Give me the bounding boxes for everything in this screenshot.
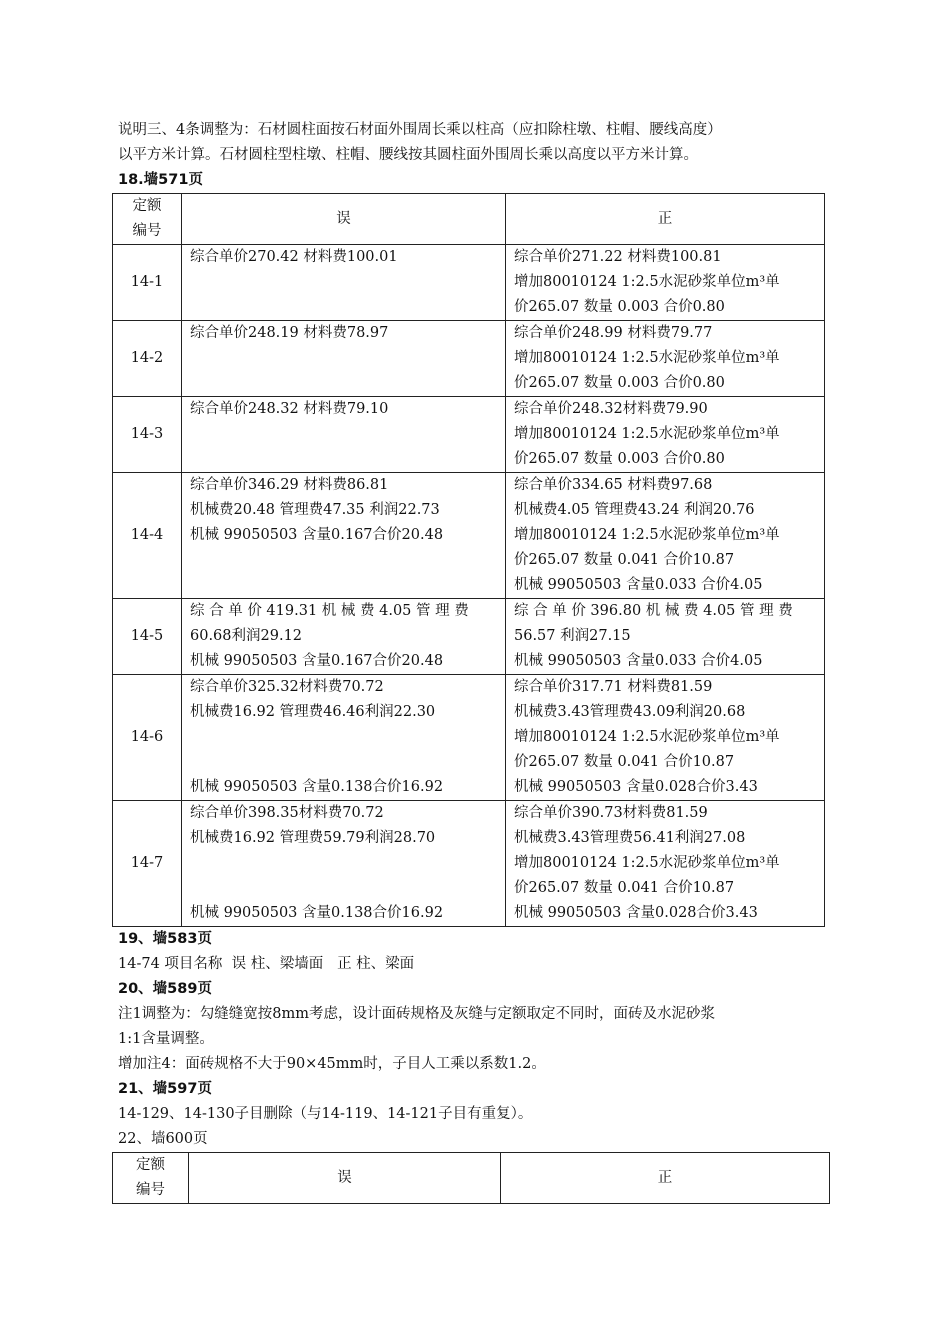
intro-paragraph [118,118,830,168]
row-right-cell [506,801,825,927]
cell-line: 机械费16.92 管理费59.79利润28.70 [190,830,436,846]
table-row [113,245,825,321]
row-wrong-cell [182,473,506,599]
header-code [113,1153,189,1204]
cell-line: 增加80010124 1:2.5水泥砂浆单位m³单 [514,527,780,543]
section-19-title: 19、墙583页 [118,931,212,947]
row-wrong-cell [182,245,506,321]
cell-line: 增加80010124 1:2.5水泥砂浆单位m³单 [514,729,780,745]
section-20-line: 注1调整为：勾缝缝宽按8mm考虑，设计面砖规格及灰缝与定额取定不同时，面砖及水泥砂浆 [118,1006,715,1022]
cell-line: 机械 99050503 含量0.033 合价4.05 [514,653,763,669]
cell-line: 机械费3.43管理费43.09利润20.68 [514,704,746,720]
cell-line: 机械 99050503 含量0.167合价20.48 [190,653,444,669]
section-21-title: 21、墙597页 [118,1081,212,1097]
row-right-cell [506,675,825,801]
section-18-title: 18.墙571页 [118,172,203,188]
header-wrong: 误 [189,1153,501,1204]
row-code: 14-2 [113,321,182,397]
header-right: 正 [506,194,825,245]
cell-line: 价265.07 数量 0.003 合价0.80 [514,375,725,391]
table-row [113,675,825,801]
cell-line: 综合单价325.32材料费70.72 [190,679,384,695]
cell-line: 价265.07 数量 0.003 合价0.80 [514,451,725,467]
row-code: 14-1 [113,245,182,321]
table-row [113,321,825,397]
header-code-line-1: 定额 [132,198,162,214]
cell-line: 机械 99050503 含量0.138合价16.92 [190,779,444,795]
cell-line: 机械费3.43管理费56.41利润27.08 [514,830,746,846]
document-page [118,118,830,1204]
table-header-row [113,194,825,245]
cell-line: 机械费16.92 管理费46.46利润22.30 [190,704,436,720]
cell-line: 综合单价248.32材料费79.90 [514,401,708,417]
intro-line: 以平方米计算。石材圆柱型柱墩、柱帽、腰线按其圆柱面外围周长乘以高度以平方米计算。 [118,147,698,163]
cell-line: 综合单价248.99 材料费79.77 [514,325,713,341]
cell-line: 综 合 单 价 419.31 机 械 费 4.05 管 理 费 [190,603,469,619]
header-code-line-1: 定额 [136,1157,165,1173]
table-row [113,473,825,599]
cell-line [190,876,497,901]
cell-line: 机械 99050503 含量0.028合价3.43 [514,779,758,795]
row-wrong-cell [182,801,506,927]
table-header-row [113,1153,830,1204]
cell-line: 机械费4.05 管理费43.24 利润20.76 [514,502,755,518]
cell-line: 综合单价248.19 材料费78.97 [190,325,389,341]
table-row [113,801,825,927]
row-code: 14-5 [113,599,182,675]
row-wrong-cell [182,599,506,675]
cell-line [190,725,497,750]
cell-line: 60.68利润29.12 [190,628,303,644]
cell-line: 增加80010124 1:2.5水泥砂浆单位m³单 [514,350,780,366]
cell-line: 增加80010124 1:2.5水泥砂浆单位m³单 [514,274,780,290]
cell-line: 综合单价270.42 材料费100.01 [190,249,398,265]
row-code: 14-3 [113,397,182,473]
section-20-line: 增加注4：面砖规格不大于90×45mm时，子目人工乘以系数1.2。 [118,1056,546,1072]
cell-line: 价265.07 数量 0.041 合价10.87 [514,880,735,896]
cell-line: 综合单价346.29 材料费86.81 [190,477,389,493]
row-wrong-cell [182,675,506,801]
cell-line: 增加80010124 1:2.5水泥砂浆单位m³单 [514,426,780,442]
section-22-title: 22、墙600页 [118,1131,208,1147]
row-right-cell [506,245,825,321]
cell-line: 综合单价398.35材料费70.72 [190,805,384,821]
section-20-text [118,1002,830,1077]
cell-line: 价265.07 数量 0.041 合价10.87 [514,754,735,770]
cell-line: 综合单价271.22 材料费100.81 [514,249,722,265]
cell-line: 机械 99050503 含量0.028合价3.43 [514,905,758,921]
section-19-text: 14-74 项目名称 误 柱、梁墙面 正 柱、梁面 [118,956,415,972]
section-20-line: 1:1含量调整。 [118,1031,214,1047]
header-code [113,194,182,245]
row-right-cell [506,397,825,473]
cell-line: 综合单价334.65 材料费97.68 [514,477,713,493]
cell-line: 增加80010124 1:2.5水泥砂浆单位m³单 [514,855,780,871]
row-right-cell [506,473,825,599]
row-right-cell [506,321,825,397]
row-code: 14-6 [113,675,182,801]
section-18-table [112,193,825,927]
cell-line: 综合单价390.73材料费81.59 [514,805,708,821]
header-code-line-2: 编号 [136,1182,165,1198]
row-wrong-cell [182,397,506,473]
row-right-cell [506,599,825,675]
table-row [113,397,825,473]
header-code-line-2: 编号 [132,223,162,239]
row-wrong-cell [182,321,506,397]
cell-line: 综合单价248.32 材料费79.10 [190,401,389,417]
cell-line: 综 合 单 价 396.80 机 械 费 4.05 管 理 费 [514,603,793,619]
row-code: 14-4 [113,473,182,599]
cell-line: 机械 99050503 含量0.138合价16.92 [190,905,444,921]
row-code: 14-7 [113,801,182,927]
section-21-text: 14-129、14-130子目删除（与14-119、14-121子目有重复）。 [118,1106,533,1122]
cell-line: 机械费20.48 管理费47.35 利润22.73 [190,502,440,518]
cell-line [190,851,497,876]
cell-line [190,750,497,775]
section-20-title: 20、墙589页 [118,981,212,997]
cell-line: 价265.07 数量 0.003 合价0.80 [514,299,725,315]
cell-line: 机械 99050503 含量0.167合价20.48 [190,527,444,543]
header-right: 正 [501,1153,830,1204]
cell-line: 价265.07 数量 0.041 合价10.87 [514,552,735,568]
cell-line: 综合单价317.71 材料费81.59 [514,679,713,695]
table-row [113,599,825,675]
cell-line: 56.57 利润27.15 [514,628,631,644]
intro-line: 说明三、4条调整为：石材圆柱面按石材面外围周长乘以柱高（应扣除柱墩、柱帽、腰线高度） [118,122,722,138]
cell-line: 机械 99050503 含量0.033 合价4.05 [514,577,763,593]
section-22-table [112,1152,830,1204]
header-wrong: 误 [182,194,506,245]
